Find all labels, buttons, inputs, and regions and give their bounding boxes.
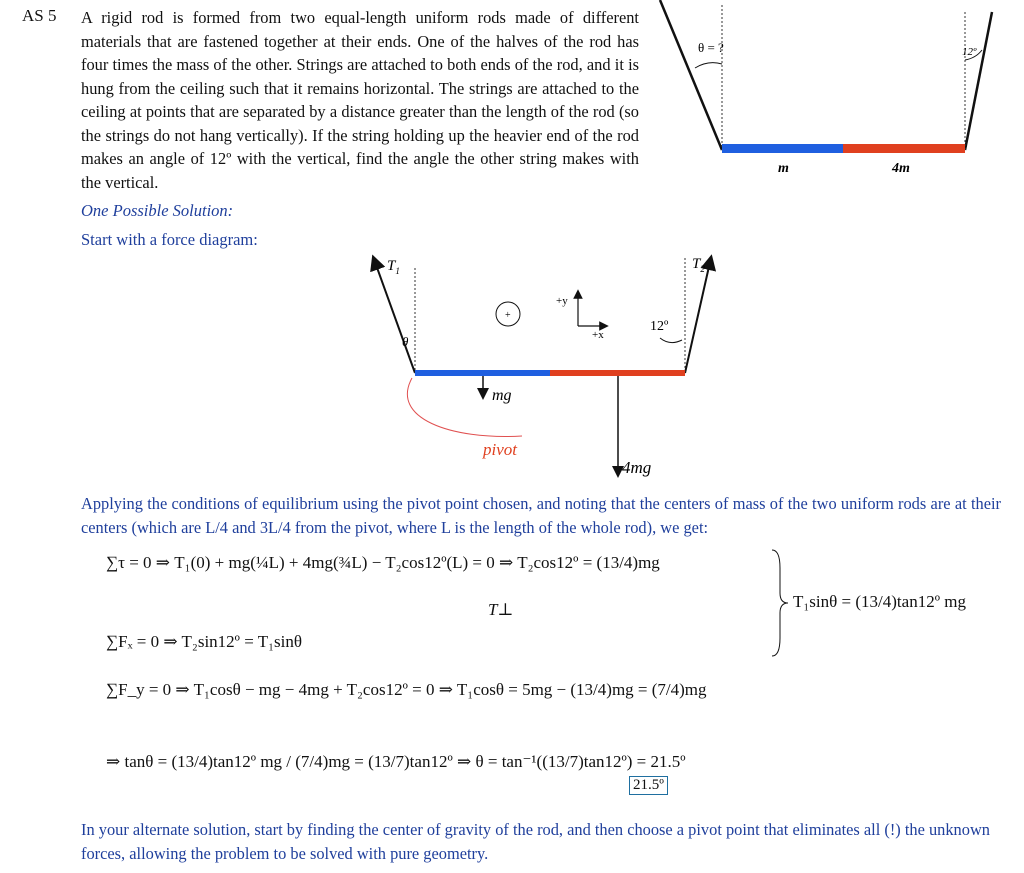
mass-4m-label: 4m [892,161,910,176]
rod-figure [640,0,1024,190]
theta-arc [695,63,722,68]
combined-equation: T₁sinθ = (13/4)tan12º mg [793,592,966,611]
light-rod-half [722,144,843,153]
fx-equation: ∑Fₓ = 0 ⇒ T₂sin12º = T₁sinθ [106,632,303,651]
theta-unknown-label: θ = ? [698,40,724,55]
solution-intro: Start with a force diagram: [81,230,258,249]
t2-vector [685,262,710,373]
t1-label: $T_1$ [387,258,400,276]
closing-paragraph: In your alternate solution, start by finding the center of gravity of the rod, and then choose a pivot point that eliminates all (!) the unknown forces, allowing the problem to be solved with pure geometry. [81,820,990,863]
left-string [660,0,722,150]
t-perp-label: T⊥ [488,600,514,619]
light-rod-half [415,370,550,376]
fy-equation: ∑F_y = 0 ⇒ T₁cosθ − mg − 4mg + T₂cos12º = 0 ⇒ T₁cosθ = 5mg − (13/4)mg = (7/4)mg [106,680,707,699]
theta-label: θ [402,334,409,349]
force-diagram [340,248,740,488]
angle-12-label: 12º [650,319,669,334]
brace [770,548,790,658]
tan-equation: ⇒ tanθ = (13/4)tan12º mg / (7/4)mg = (13/7)tan12º ⇒ θ = tan⁻¹((13/7)tan12º) = 21.5º [106,752,686,771]
pivot-label: pivot [483,440,517,459]
angle-12-arc [660,338,682,343]
mg-label: mg [492,387,512,404]
t1-vector [375,262,415,373]
plus-x-label: +x [592,329,604,341]
problem-statement: A rigid rod is formed from two equal-length uniform rods made of different materials that are fastened together at their ends. One of the halves of the rod has four times the mass of the other. Strings are attached to both ends of the rod, and it is hung from the ceiling such that it remains horizontal. The strings are attached to the ceiling at points that are separated by a distance greater than the length of the rod (so the strings do not hang vertically). If the string holding up the heavier end of the rod makes an angle of 12º with the vertical, find the angle the other string makes with the vertical. [81,8,639,192]
problem-label: AS 5 [22,6,57,25]
heavy-rod-half [550,370,685,376]
plus-y-label: +y [556,295,568,307]
rotation-plus: + [505,310,511,321]
right-string [965,12,992,150]
mass-m-label: m [778,161,789,176]
torque-equation: ∑τ = 0 ⇒ T₁(0) + mg(¼L) + 4mg(¾L) − T₂cos12º(L) = 0 ⇒ T₂cos12º = (13/4)mg [106,553,660,572]
solution-heading: One Possible Solution: [81,201,234,220]
t2-label: $T_2$ [692,256,705,274]
applying-paragraph: Applying the conditions of equilibrium using the pivot point chosen, and noting that the centers of mass of the two uniform rods are at their centers (which are L/4 and 3L/4 from the pivot, where L is the length of the whole rod), we get: [81,494,1001,537]
heavy-rod-half [843,144,965,153]
4mg-label: 4mg [622,458,652,477]
final-answer-box: 21.5º [629,776,668,795]
angle-12-label: 12º [962,46,977,58]
